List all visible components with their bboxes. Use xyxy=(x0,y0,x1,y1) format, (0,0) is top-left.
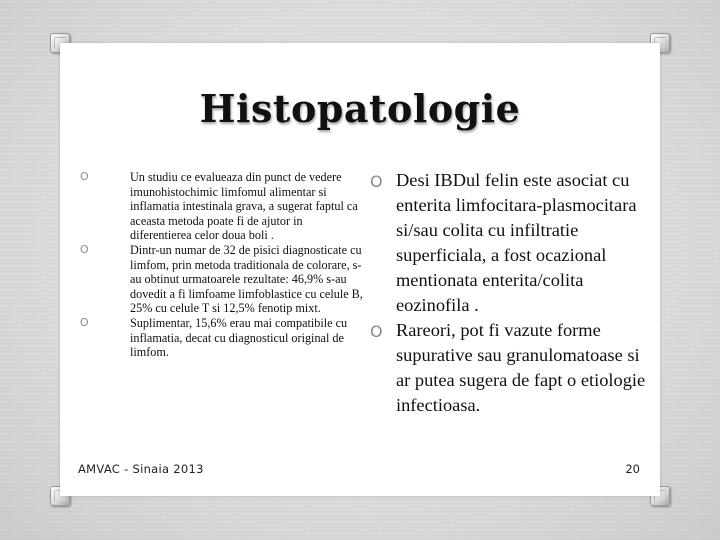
list-item xyxy=(370,318,655,418)
list-item-text: Dintr-un numar de 32 de pisici diagnosticate cu limfom, prin metoda traditionala de colorare, s-au obtinut urmatoarele rezultate: 46,9% s-au dovedit a fi limfoame limfoblastice cu celule B, 25% cu celule T si 12,5% fenotip mixt. xyxy=(130,242,363,316)
slide-title: Histopatologie xyxy=(199,86,521,131)
bullet-icon: O xyxy=(80,170,89,183)
list-item-text: Desi IBDul felin este asociat cu enterita limfocitara-plasmocitara si/sau colita cu infiltratie superficiala, a fost ocazional mentionata enterita/colita eozinofila . xyxy=(396,170,637,315)
list-item-text: Rareori, pot fi vazute forme supurative sau granulomatoase si ar putea sugera de fapt o etiologie infectioasa. xyxy=(396,320,646,415)
list-item xyxy=(80,316,365,360)
right-column xyxy=(370,168,655,418)
footer-text: AMVAC - Sinaia 2013 xyxy=(78,462,204,476)
list-item xyxy=(370,168,655,318)
bullet-icon: O xyxy=(80,242,89,256)
list-item xyxy=(80,170,365,243)
left-column xyxy=(80,170,365,360)
list-item-text: Un studiu ce evalueaza din punct de vedere imunohistochimic limfomul alimentar si inflamatia intestinala grava, a sugerat faptul ca aceasta metoda poate fi de ajutor in diferentierea celor doua boli . xyxy=(130,170,358,243)
page-number: 20 xyxy=(625,462,640,476)
bullet-icon: O xyxy=(370,322,383,341)
bullet-icon: O xyxy=(370,172,383,191)
bullet-icon: O xyxy=(80,315,89,329)
list-item-text: Suplimentar, 15,6% erau mai compatibile cu inflamatia, decat cu diagnosticul original de limfom. xyxy=(130,315,348,360)
list-item xyxy=(80,243,365,316)
